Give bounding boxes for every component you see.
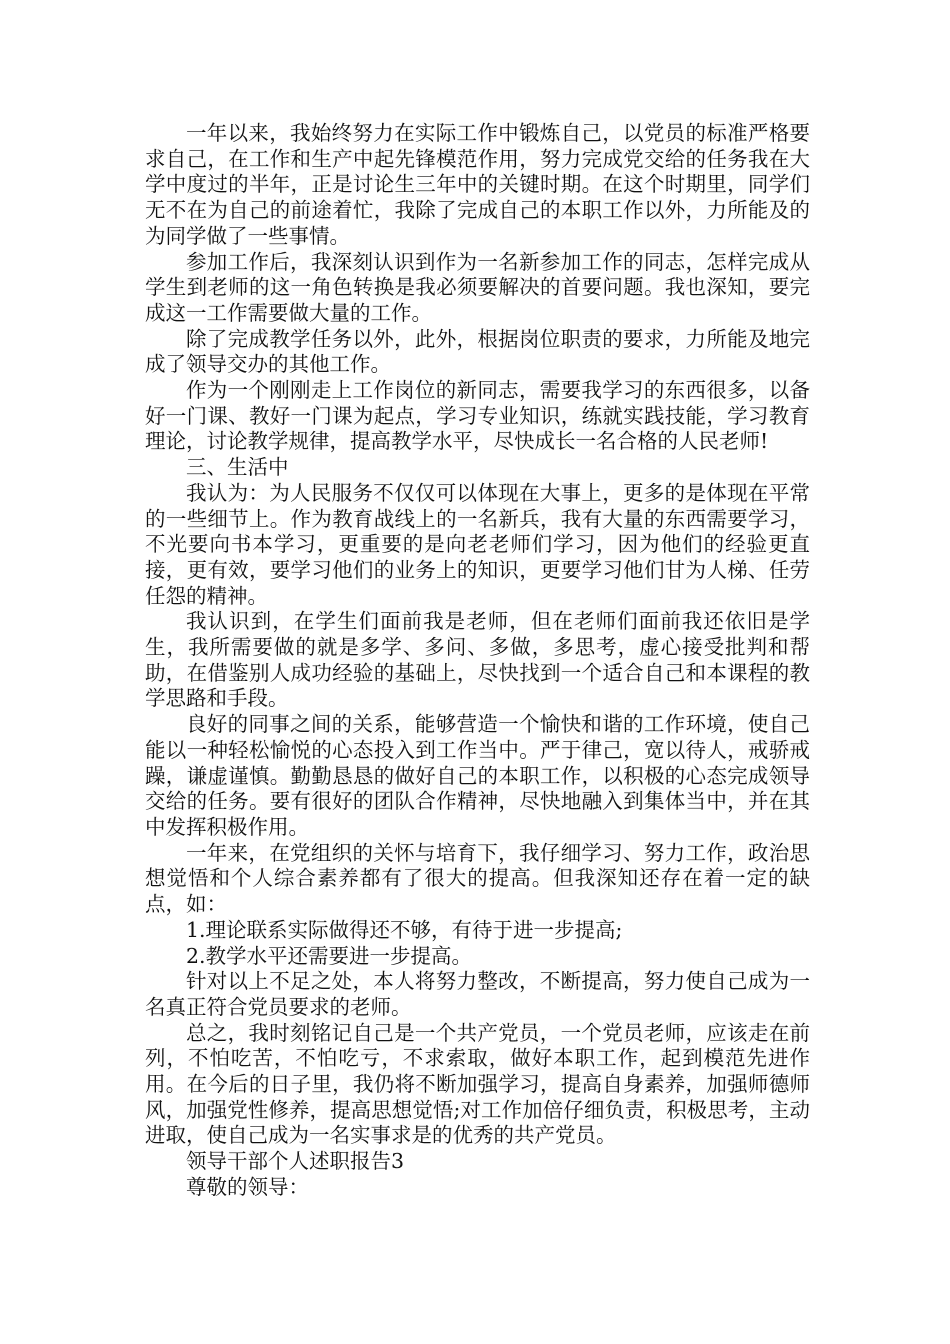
salutation: 尊敬的领导： — [186, 1174, 309, 1199]
paragraph-7: 良好的同事之间的关系，能够营造一个愉快和谐的工作环境，使自己能以一种轻松愉悦的心态投入到工作当中。严于律己，宽以待人，戒骄戒躁，谦虚谨慎。勤勤恳恳的做好自己的本职工作，以积极的心态完成领导交给的任务。要有很好的团队合作精神，尽快地融入到集体当中，并在其中发挥积极作用。 — [145, 712, 810, 839]
report-title: 领导干部个人述职报告3 — [186, 1149, 405, 1174]
section-heading-life: 三、生活中 — [186, 455, 289, 480]
list-item-2: 2.教学水平还需要进一步提高。 — [186, 943, 473, 968]
list-item-1: 1.理论联系实际做得还不够，有待于进一步提高; — [186, 917, 623, 942]
paragraph-1: 一年以来，我始终努力在实际工作中锻炼自己，以党员的标准严格要求自己，在工作和生产中起先锋模范作用，努力完成党交给的任务我在大学中度过的半年，正是讨论生三年中的关键时期。在这个时期里，同学们无不在为自己的前途着忙，我除了完成自己的本职工作以外，力所能及的为同学做了一些事情。 — [145, 121, 810, 248]
paragraph-2: 参加工作后，我深刻认识到作为一名新参加工作的同志，怎样完成从学生到老师的这一角色转换是我必须要解决的首要问题。我也深知，要完成这一工作需要做大量的工作。 — [145, 249, 810, 325]
paragraph-4: 作为一个刚刚走上工作岗位的新同志，需要我学习的东西很多，以备好一门课、教好一门课为起点，学习专业知识，练就实践技能，学习教育理论，讨论教学规律，提高教学水平，尽快成长一名合格的人民老师! — [145, 378, 810, 454]
paragraph-5: 我认为：为人民服务不仅仅可以体现在大事上，更多的是体现在平常的一些细节上。作为教育战线上的一名新兵，我有大量的东西需要学习，不光要向书本学习，更重要的是向老老师们学习，因为他们的经验更直接，更有效，要学习他们的业务上的知识，更要学习他们甘为人梯、任劳任怨的精神。 — [145, 480, 810, 608]
paragraph-10: 总之，我时刻铭记自己是一个共产党员，一个党员老师，应该走在前列，不怕吃苦，不怕吃亏，不求索取，做好本职工作，起到模范先进作用。在今后的日子里，我仍将不断加强学习，提高自身素养，加强师德师风，加强党性修养，提高思想觉悟;对工作加倍仔细负责，积极思考，主动进取，使自己成为一名实事求是的优秀的共产党员。 — [145, 1020, 810, 1148]
paragraph-6: 我认识到，在学生们面前我是老师，但在老师们面前我还依旧是学生，我所需要做的就是多学、多问、多做，多思考，虚心接受批判和帮助，在借鉴别人成功经验的基础上，尽快找到一个适合自己和本课程的教学思路和手段。 — [145, 609, 810, 711]
paragraph-9: 针对以上不足之处，本人将努力整改，不断提高，努力使自己成为一名真正符合党员要求的老师。 — [145, 969, 810, 1019]
paragraph-3: 除了完成教学任务以外，此外，根据岗位职责的要求，力所能及地完成了领导交办的其他工作。 — [145, 326, 810, 377]
document-body — [145, 121, 810, 1201]
paragraph-8: 一年来，在党组织的关怀与培育下，我仔细学习、努力工作，政治思想觉悟和个人综合素养都有了很大的提高。但我深知还存在着一定的缺点，如： — [145, 840, 810, 917]
